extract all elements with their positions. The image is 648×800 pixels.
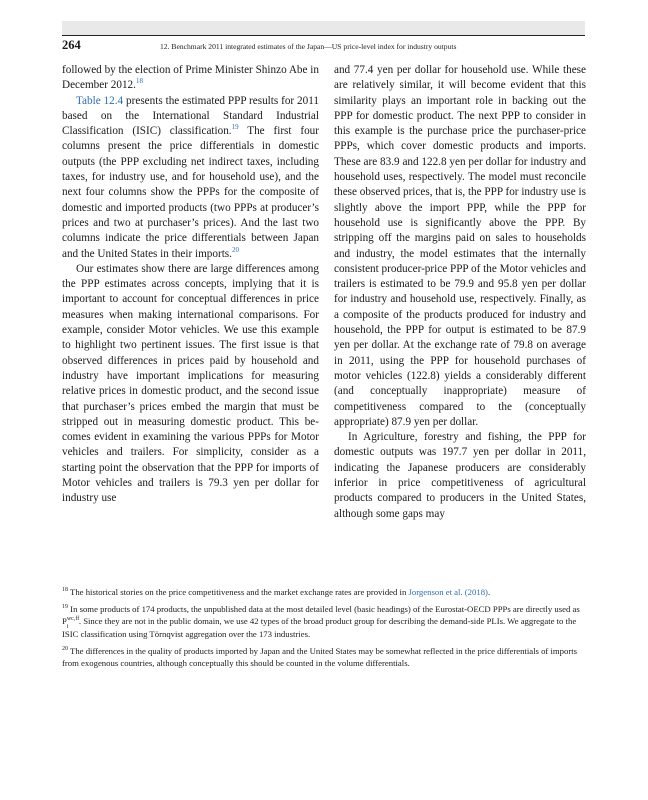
footnote-ref-20[interactable]: 20: [231, 245, 239, 254]
footnote-number: 19: [62, 604, 68, 611]
paragraph-text: The first four columns present the price differentials in domestic outputs (the PPP excluding net indirect taxes, including taxes, for industry use, and for household use), and the next four columns show the PPPs for the composite of domestic and imported products (two PPPs at producer’s prices and two at purchaser’s prices). And the last two columns indicate the price differentials between Japan and the United States in their imports.: [62, 125, 319, 260]
footnote-19: [62, 603, 586, 640]
footnote-number: 20: [62, 645, 68, 652]
running-head: 12. Benchmark 2011 integrated estimates of the Japan—US price-level index for industry outputs: [160, 42, 457, 51]
footnote-text: The differences in the quality of products imported by Japan and the United States may be somewhat reflected in the price differentials of imports from exogenous countries, although conceptually this should be counted in the volume differentials.: [62, 645, 578, 669]
math-symbol: [66, 616, 80, 631]
page-number: 264: [62, 38, 81, 52]
paragraph: [62, 63, 319, 94]
right-column: [334, 63, 586, 522]
citation-link[interactable]: Jorgenson et al. (2018): [408, 587, 488, 597]
paragraph: and 77.4 yen per dollar for household use. While these are relatively similar, it will become evident that this similarity plays an important role in backing out the PPP for domestic product. The next PPP to consider in this example is the purchase price the purchaser-price PPPs, which cover domestic products and imports. These are 83.9 and 122.8 yen per dollar for industry and household uses, respectively. The model must reconcile these observed prices, that is, the PPP for industry use is slightly above the import PPP, while the PPP for household use is significantly above the PPP. By stripping off the margins paid on sales to households and industry, the model estimates that the internally consistent producer-price PPP of the Motor vehicles and trailers is estimated to be 79.9 and 95.8 yen per dollar for industry and household use, respectively. Finally, as a composite of the products produced for industry and household, the PPP for output is estimated to be 87.9 yen per dollar. At the exchange rate of 79.8 on average in 2011, using the PPP for household purchases of motor vehicles (122.8) yields a considerably different (and conceptually inappropriate) measure of competitiveness compared to the (conceptually appropriate) 87.9 yen per dollar.: [334, 64, 586, 428]
math-superscript: wc,ff: [66, 616, 80, 623]
paragraph: Our estimates show there are large differences among the PPP estimates across concepts, implying that it is important to account for conceptual differences in price measures when making international comparisons. For example, consider Motor vehicles. We use this example to highlight two pertinent issues. The first issue is that observed differences in prices paid by household and industry have important implications for measuring relative prices in domestic product, and the second issue that purchaser’s prices embed the margin that must be stripped out in measuring domestic product. This becomes evident in examining the various PPPs for Motor vehicles and trailers. For simplicity, consider as a starting point the observation that the PPP for imports of Motor vehicles and trailers is 79.3 yen per dollar for industry use: [62, 262, 319, 505]
footnote-number: 18: [62, 587, 68, 593]
paragraph-text: presents the estimated PPP results for 2011 based on the International Standard Industrial Classification (ISIC) classification.: [62, 94, 319, 138]
footnote-text: . Since they are not in the public domain, we use 42 types of the broad product group for describing the demand-side PLIs. We aggregate to the ISIC classification using Törnqvist aggregation over the 173 industries.: [62, 616, 577, 639]
footnote-ref-19[interactable]: 19: [231, 123, 239, 132]
footnote-ref-18[interactable]: 18: [135, 77, 143, 86]
footnote-text: In some products of 174 products, the unpublished data at the most detailed level (basic headings) of the Eurostat-OECD PPPs are directly used as P: [62, 604, 580, 627]
footnote-text: The historical stories on the price competitiveness and the market exchange rates are provided in: [70, 587, 409, 597]
math-subscript: i: [66, 624, 69, 631]
header-bar: [62, 21, 585, 35]
left-column: [62, 63, 319, 507]
table-link[interactable]: Table 12.4: [76, 94, 124, 107]
footnote-20: [62, 645, 586, 669]
footnote-text: .: [487, 587, 491, 597]
paragraph: [62, 94, 319, 262]
header-rule: [62, 35, 585, 36]
footnotes: [62, 586, 586, 674]
footnote-18: [62, 586, 586, 598]
paragraph: In Agriculture, forestry and fishing, the PPP for domestic outputs was 197.7 yen per dollar in 2011, indicating the Japanese producers are considerably inferior in price competitiveness of agricultural products compared to producers in the United States, although some gaps may: [334, 431, 586, 520]
paragraph-text: followed by the election of Prime Minister Shinzo Abe in December 2012.: [62, 64, 319, 92]
